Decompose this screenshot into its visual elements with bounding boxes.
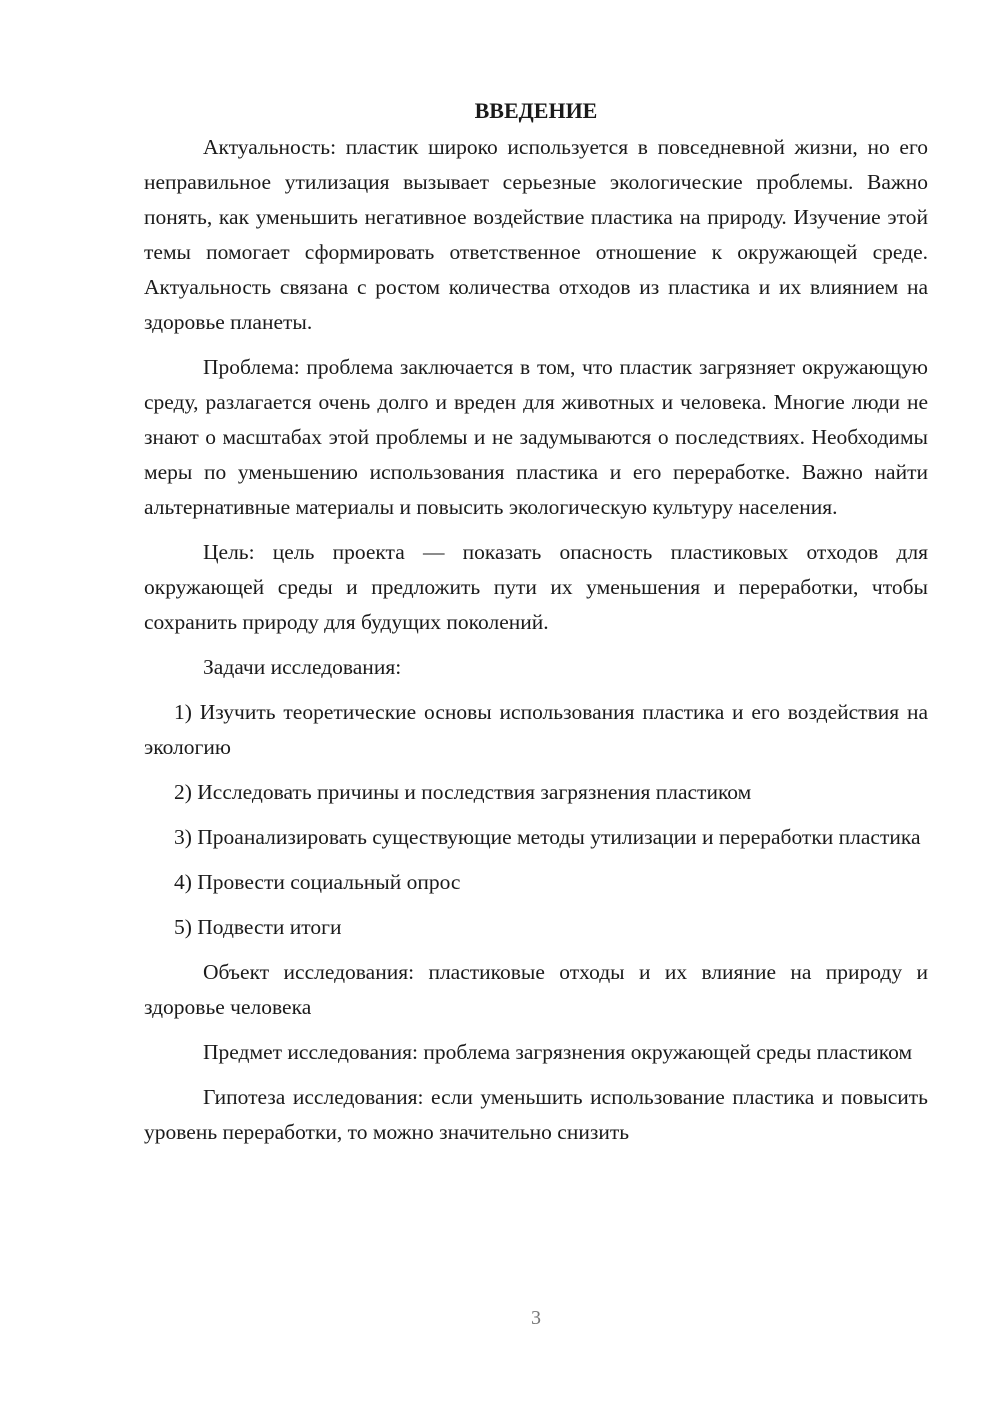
subject-paragraph: Предмет исследования: проблема загрязнения окружающей среды пластиком [203, 1040, 913, 1064]
hypothesis-paragraph: Гипотеза исследования: если уменьшить использование пластика и повысить уровень переработки, то можно значительно снизить [144, 1085, 928, 1144]
task-item-4: 4) Провести социальный опрос [174, 870, 461, 894]
page-number: 3 [531, 1307, 541, 1329]
task-item-2: 2) Исследовать причины и последствия загрязнения пластиком [174, 780, 752, 804]
document-page [144, 92, 928, 1160]
goal-paragraph: Цель: цель проекта — показать опасность пластиковых отходов для окружающей среды и предложить пути их уменьшения и переработки, чтобы сохранить природу для будущих поколений. [144, 540, 928, 634]
task-item-1: 1) Изучить теоретические основы использования пластика и его воздействия на экологию [144, 700, 928, 759]
object-paragraph: Объект исследования: пластиковые отходы и их влияние на природу и здоровье человека [144, 960, 928, 1019]
relevance-paragraph: Актуальность: пластик широко используется в повседневной жизни, но его неправильное утилизация вызывает серьезные экологические проблемы. Важно понять, как уменьшить негативное воздействие пластика на природу. Изучение этой темы помогает сформировать ответственное отношение к окружающей среде. Актуальность связана с ростом количества отходов из пластика и их влиянием на здоровье планеты. [144, 135, 928, 334]
section-title: ВВЕДЕНИЕ [474, 98, 598, 123]
task-item-5: 5) Подвести итоги [174, 915, 342, 939]
tasks-heading: Задачи исследования: [203, 655, 402, 679]
task-item-3: 3) Проанализировать существующие методы утилизации и переработки пластика [174, 825, 921, 849]
problem-paragraph: Проблема: проблема заключается в том, что пластик загрязняет окружающую среду, разлагается очень долго и вреден для животных и человека. Многие люди не знают о масштабах этой проблемы и не задумываются о последствиях. Необходимы меры по уменьшению использования пластика и его переработке. Важно найти альтернативные материалы и повысить экологическую культуру населения. [144, 355, 928, 519]
